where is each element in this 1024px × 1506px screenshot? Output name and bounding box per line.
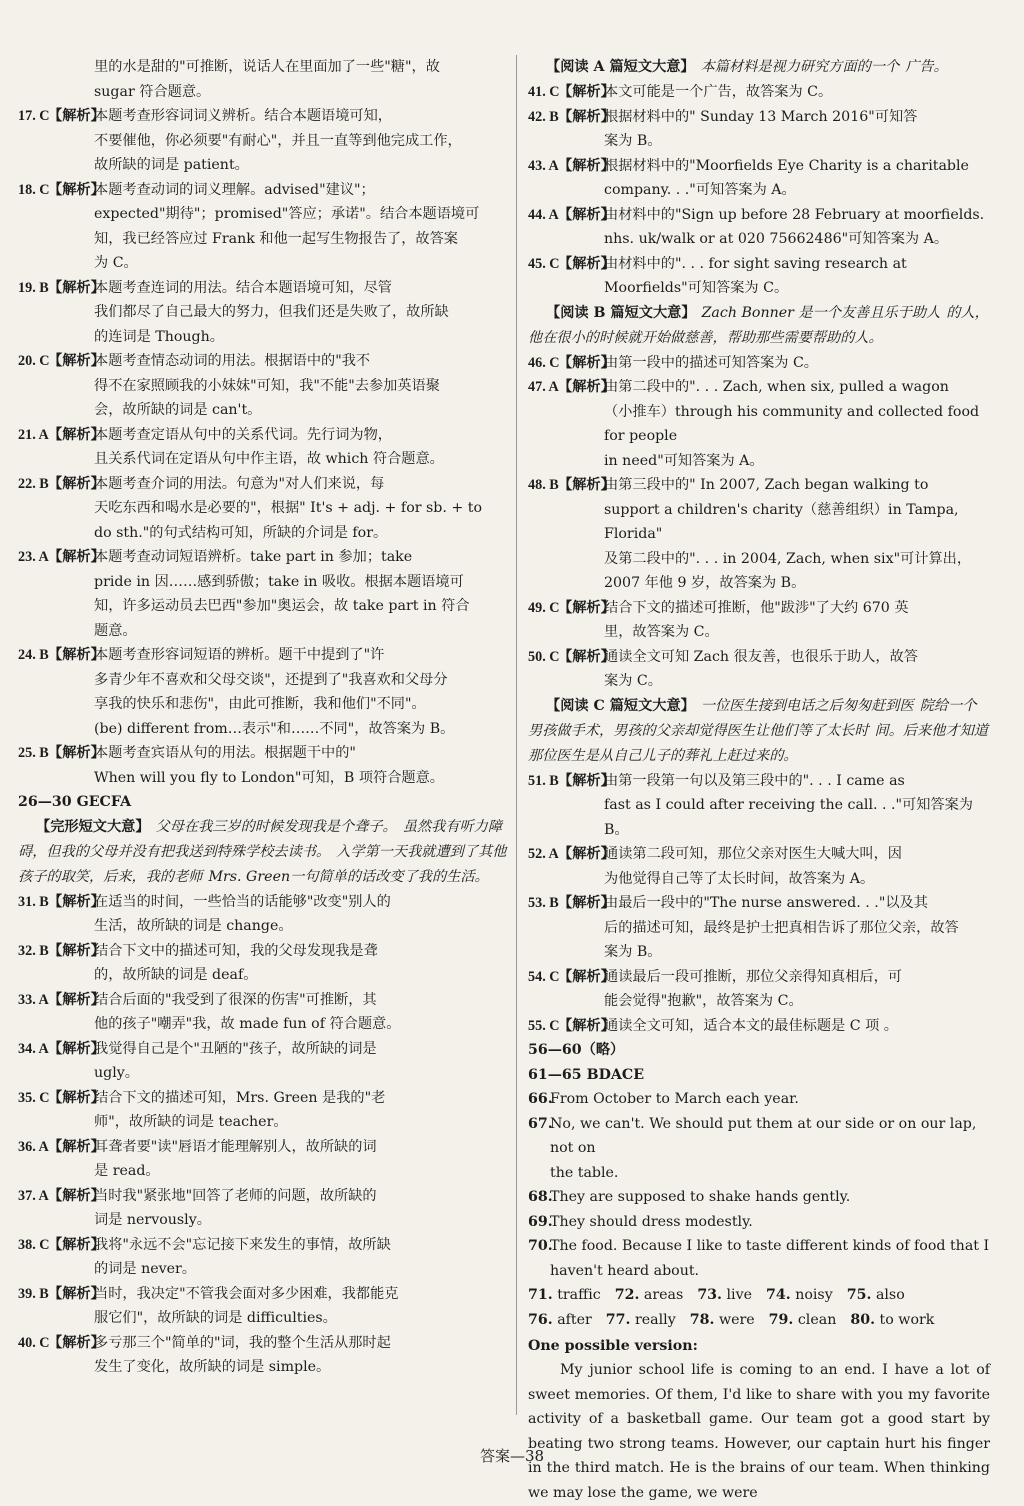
question-number: 71. xyxy=(528,1287,553,1303)
answer-line: 师"，故所缺的词是 teacher。 xyxy=(94,1114,288,1130)
answer-line: 结合下文中的描述可知，我的父母发现我是聋 32. B 【解析】 xyxy=(18,939,510,964)
summary-text: 一位医生接到电话之后匆匆赶到医 xyxy=(700,697,914,714)
short-answer-text: haven't heard about. xyxy=(550,1262,700,1279)
answer-item xyxy=(18,741,510,790)
question-number: 34. A xyxy=(18,1040,49,1057)
question-number: 77. xyxy=(605,1311,631,1328)
short-answer-text: the table. xyxy=(550,1164,619,1181)
question-number: 45. C xyxy=(528,255,560,272)
question-number: 44. A xyxy=(528,206,559,223)
cloze-summary xyxy=(18,815,510,890)
analysis-tag: 【解析】 xyxy=(48,942,105,959)
answer-item xyxy=(18,545,510,643)
answer-line: 由第三段中的" In 2007, Zach began walking to 48. B 【解析】 xyxy=(528,473,990,498)
question-number: 50. C xyxy=(528,648,560,665)
question-number: 37. A xyxy=(18,1187,49,1204)
analysis-tag: 【解析】 xyxy=(558,772,615,789)
answer-item xyxy=(528,252,990,301)
answer-line: 耳聋者要"读"唇语才能理解别人，故所缺的词 36. A 【解析】 xyxy=(18,1135,510,1160)
answer-item xyxy=(18,1135,510,1184)
analysis-tag: 【解析】 xyxy=(48,353,105,369)
summary-text: Zach Bonner 是一个友善且乐于助人 xyxy=(701,304,941,321)
question-number: 35. C xyxy=(18,1089,50,1106)
analysis-tag: 【解析】 xyxy=(558,599,615,616)
fill-answer-row xyxy=(528,1308,990,1333)
answer-item xyxy=(18,890,510,939)
analysis-tag: 【解析】 xyxy=(48,181,105,198)
answer-line: 通读全文可知 Zach 很友善，也很乐于助人，故答 50. C 【解析】 xyxy=(528,645,990,670)
answer-line: 本题考查形容词短语的辨析。题干中提到了"许 24. B 【解析】 xyxy=(18,643,510,668)
analysis-tag: 【解析】 xyxy=(48,893,105,910)
question-number: 76. xyxy=(528,1311,553,1328)
answer-line: support a children's charity（慈善组织）in Tampa, Florida" xyxy=(604,501,959,542)
summary-text: Mrs. Green一句简单的话改变了我的生活。 xyxy=(208,868,489,885)
analysis-tag: 【解析】 xyxy=(558,157,615,174)
analysis-tag: 【解析】 xyxy=(48,647,105,663)
fill-answer xyxy=(690,1312,755,1328)
answer-line: 生活，故所缺的词是 change。 xyxy=(94,918,293,934)
analysis-tag: 【解析】 xyxy=(48,108,105,124)
answer-line: 不要催他，你必须要"有耐心"，并且一直等到他完成工作， xyxy=(94,132,462,149)
analysis-tag: 【解析】 xyxy=(558,477,615,493)
question-number: 80. xyxy=(850,1311,876,1328)
analysis-tag: 【解析】 xyxy=(48,426,105,443)
answer-line: 的连词是 Though。 xyxy=(94,328,224,345)
answer-line: company. . ."可知答案为 A。 xyxy=(604,182,796,198)
short-answer-line xyxy=(528,1234,990,1259)
short-answer-line xyxy=(528,1185,990,1210)
analysis-tag: 【解析】 xyxy=(558,206,615,223)
answer-line: 由材料中的"Sign up before 28 February at moorfields. 44. A 【解析】 xyxy=(528,203,990,228)
answer-line: 本题考查动词短语辨析。take part in 参加；take 23. A 【解析】 xyxy=(18,545,510,570)
answer-item xyxy=(18,276,510,350)
answer-item xyxy=(18,1282,510,1331)
question-number: 72. xyxy=(614,1287,640,1303)
answer-line: 是 read。 xyxy=(94,1163,160,1179)
answer-line: 在适当的时间，一些恰当的话能够"改变"别人的 31. B 【解析】 xyxy=(18,890,510,915)
answer-line: 故所缺的词是 patient。 xyxy=(94,157,249,173)
question-number: 32. B xyxy=(18,942,49,959)
analysis-tag: 【解析】 xyxy=(558,648,615,665)
fill-answer xyxy=(769,1312,837,1328)
answer-line: 多亏那三个"简单的"词，我的整个生活从那时起 40. C 【解析】 xyxy=(18,1331,510,1356)
answer-item xyxy=(528,645,990,694)
question-number: 40. C xyxy=(18,1334,50,1351)
question-number: 46. C xyxy=(528,354,560,371)
question-number: 33. A xyxy=(18,991,49,1008)
analysis-tag: 【解析】 xyxy=(558,354,615,371)
question-number: 73. xyxy=(697,1287,722,1303)
fill-word: were xyxy=(718,1311,755,1328)
answer-item xyxy=(18,1037,510,1086)
fill-answer-row xyxy=(528,1283,990,1308)
answer-line: 由材料中的". . . for sight saving research at 45. C 【解析】 xyxy=(528,252,990,277)
answer-line: 案为 C。 xyxy=(604,673,662,689)
answer-item xyxy=(18,1086,510,1135)
question-number: 47. A xyxy=(528,379,559,395)
answer-item xyxy=(528,154,990,203)
answer-line: (be) different from…表示"和……不同"，故答案为 B。 xyxy=(94,720,455,737)
answer-line: 根据材料中的" Sunday 13 March 2016"可知答 42. B 【解析】 xyxy=(528,105,990,130)
answer-item xyxy=(528,596,990,645)
summary-label: 【阅读 A 篇短文大意】 xyxy=(546,59,695,75)
analysis-tag: 【解析】 xyxy=(558,84,615,100)
summary-text: 虽然我有听力障碍，但我的父母并没有把我送到特殊学校去读书。 xyxy=(18,818,503,860)
answer-item xyxy=(528,203,990,252)
answer-line: 案为 B。 xyxy=(604,133,662,149)
answer-item xyxy=(18,423,510,472)
answer-line: 案为 B。 xyxy=(604,944,662,960)
question-number: 68. xyxy=(528,1189,553,1205)
answer-line: 本题考查动词的词义理解。advised"建议"； 18. C 【解析】 xyxy=(18,178,510,203)
answer-line: 的词是 never。 xyxy=(94,1261,196,1277)
answer-line: 服它们"，故所缺的词是 difficulties。 xyxy=(94,1310,337,1326)
answer-line: 享我的快乐和悲伤"，由此可推断，我和他们"不同"。 xyxy=(94,696,426,712)
answer-item xyxy=(528,105,990,154)
answer-line: 由第二段中的". . . Zach, when six, pulled a wagon 47. A 【解析】 xyxy=(528,375,990,400)
fill-answer xyxy=(766,1287,833,1303)
answer-line: 多青少年不喜欢和父母交谈"，还提到了"我喜欢和父母分 xyxy=(94,671,448,688)
answer-item xyxy=(528,351,990,376)
answer-line: 且关系代词在定语从句中作主语，故 which 符合题意。 xyxy=(94,451,444,467)
answer-line: 我将"永远不会"忘记接下来发生的事情，故所缺 38. C 【解析】 xyxy=(18,1233,510,1258)
answer-line: 及第二段中的". . . in 2004, Zach, when six"可计算出， xyxy=(604,550,972,567)
question-number: 54. C xyxy=(528,968,560,985)
question-number: 51. B xyxy=(528,772,559,789)
summary-text: 父母在我三岁的时候发现我是个聋子。 xyxy=(155,818,397,835)
summary-text: 广告。 xyxy=(905,59,948,75)
answer-line: 结合下文的描述可知，Mrs. Green 是我的"老 35. C 【解析】 xyxy=(18,1086,510,1111)
answer-line: 本题考查定语从句中的关系代词。先行词为物， 21. A 【解析】 xyxy=(18,423,510,448)
answer-line: When will you fly to London"可知，B 项符合题意。 xyxy=(94,769,444,786)
fill-answer xyxy=(528,1312,592,1328)
reading-a-summary xyxy=(528,55,990,80)
cloze-answer-range: 26—30 GECFA xyxy=(18,794,132,810)
answer-line: 本题考查情态动词的用法。根据语中的"我不 20. C 【解析】 xyxy=(18,349,510,374)
fill-word: live xyxy=(726,1287,753,1303)
answer-line: expected"期待"；promised"答应；承诺"。结合本题语境可 xyxy=(94,206,480,222)
answer-line: in need"可知答案为 A。 xyxy=(604,452,764,469)
answer-line: 根据材料中的"Moorfields Eye Charity is a charitable 43. A 【解析】 xyxy=(528,154,990,179)
answer-range-56-60: 56—60（略） xyxy=(528,1042,625,1058)
answer-line: fast as I could after receiving the call. . ."可知答案为 B。 xyxy=(604,797,973,838)
short-answer-text: No, we can't. We should put them at our side or on our lap, not on xyxy=(550,1115,977,1156)
fill-word: also xyxy=(875,1287,905,1303)
question-number: 21. A xyxy=(18,426,49,443)
question-number: 53. B xyxy=(528,895,559,911)
answer-item xyxy=(528,1014,990,1039)
answer-line: 本题考查宾语从句的用法。根据题干中的" 25. B 【解析】 xyxy=(18,741,510,766)
short-answer-line xyxy=(528,1112,990,1161)
answer-item xyxy=(18,988,510,1037)
analysis-tag: 【解析】 xyxy=(48,475,105,492)
answer-line: 本题考查介词的用法。句意为"对人们来说，每 22. B 【解析】 xyxy=(18,472,510,497)
fill-answer xyxy=(528,1287,601,1303)
fill-answer xyxy=(615,1287,684,1303)
answer-line: do sth."的句式结构可知，所缺的介词是 for。 xyxy=(94,524,388,541)
analysis-tag: 【解析】 xyxy=(558,968,615,985)
fill-word: really xyxy=(635,1311,676,1328)
answer-line: 由第一段第一句以及第三段中的". . . I came as 51. B 【解析】 xyxy=(528,769,990,794)
answer-item xyxy=(18,1233,510,1282)
question-number: 67. xyxy=(528,1115,553,1132)
question-number: 66. xyxy=(528,1091,553,1107)
answer-line: 我觉得自己是个"丑陋的"孩子，故所缺的词是 34. A 【解析】 xyxy=(18,1037,510,1062)
answer-line: 会，故所缺的词是 can't。 xyxy=(94,402,262,418)
answer-item xyxy=(528,965,990,1014)
answer-line: 当时，我决定"不管我会面对多少困难，我都能克 39. B 【解析】 xyxy=(18,1282,510,1307)
question-number: 79. xyxy=(768,1311,794,1328)
right-column xyxy=(528,55,990,1506)
analysis-tag: 【解析】 xyxy=(48,279,105,296)
analysis-tag: 【解析】 xyxy=(48,1334,105,1351)
short-answer-text: From October to March each year. xyxy=(550,1091,799,1107)
question-number: 20. C xyxy=(18,353,50,369)
analysis-tag: 【解析】 xyxy=(558,846,615,862)
answer-line: 由第一段中的描述可知答案为 C。 46. C 【解析】 xyxy=(528,351,990,376)
short-answer-line xyxy=(528,1087,990,1112)
answer-item xyxy=(18,1184,510,1233)
answer-line: 为他觉得自己等了太长时间，故答案为 A。 xyxy=(604,870,875,887)
analysis-tag: 【解析】 xyxy=(48,1187,105,1204)
answer-line: 本题考查形容词词义辨析。结合本题语境可知， 17. C 【解析】 xyxy=(18,104,510,129)
question-number: 75. xyxy=(846,1287,872,1303)
short-answer-line xyxy=(528,1259,990,1284)
fill-answer xyxy=(847,1287,905,1303)
summary-text: 本篇材料是视力研究方面的一个 xyxy=(700,59,900,75)
answer-item xyxy=(528,473,990,596)
answer-item xyxy=(18,349,510,423)
answer-line: 他的孩子"嘲弄"我，故 made fun of 符合题意。 xyxy=(94,1016,401,1032)
reading-b-summary xyxy=(528,301,990,351)
fill-answer xyxy=(606,1312,676,1328)
answer-line: 我们都尽了自己最大的努力，但我们还是失败了，故所缺 xyxy=(94,304,449,320)
answer-line: 当时我"紧张地"回答了老师的问题，故所缺的 37. A 【解析】 xyxy=(18,1184,510,1209)
summary-label: 【完形短文大意】 xyxy=(36,818,150,835)
answer-line: 知，我已经答应过 Frank 和他一起写生物报告了，故答案 xyxy=(94,230,458,247)
answer-line: 的，故所缺的词是 deaf。 xyxy=(94,967,258,983)
answer-line: 得不在家照顾我的小妹妹"可知，我"不能"去参加英语聚 xyxy=(94,377,440,394)
answer-line: 结合下文的描述可推断，他"跋涉"了大约 670 英 49. C 【解析】 xyxy=(528,596,990,621)
question-number: 48. B xyxy=(528,477,559,493)
analysis-tag: 【解析】 xyxy=(48,1089,105,1106)
question-number: 42. B xyxy=(528,108,559,125)
question-number: 36. A xyxy=(18,1138,49,1155)
carryover-line: 里的水是甜的"可推断，说话人在里面加了一些"糖"，故 xyxy=(94,59,440,75)
version-label: One possible version: xyxy=(528,1338,698,1354)
answer-line: 通读全文可知，适合本文的最佳标题是 C 项 。 55. C 【解析】 xyxy=(528,1014,990,1039)
answer-line: 题意。 xyxy=(94,622,137,639)
answer-line: 由最后一段中的"The nurse answered. . ."以及其 53. B 【解析】 xyxy=(528,891,990,916)
summary-text: 院给一个男孩做手术，男孩的父亲却觉得医生让他们等了太长时 xyxy=(528,697,977,739)
fill-word: noisy xyxy=(795,1287,833,1303)
analysis-tag: 【解析】 xyxy=(558,379,615,395)
answer-line: 通读第二段可知，那位父亲对医生大喊大叫，因 52. A 【解析】 xyxy=(528,842,990,867)
answer-item xyxy=(528,842,990,891)
answer-line: 里，故答案为 C。 xyxy=(604,624,719,640)
answer-line: 发生了变化，故所缺的词是 simple。 xyxy=(94,1359,331,1375)
fill-word: traffic xyxy=(557,1287,601,1303)
fill-word: clean xyxy=(797,1311,837,1328)
analysis-tag: 【解析】 xyxy=(558,255,615,272)
answer-range-61-65: 61—65 BDACE xyxy=(528,1066,645,1083)
fill-answer xyxy=(850,1312,934,1328)
left-column xyxy=(18,55,510,1380)
analysis-tag: 【解析】 xyxy=(558,895,615,911)
answer-item xyxy=(528,80,990,105)
answer-item xyxy=(528,375,990,473)
answer-item xyxy=(18,104,510,178)
answer-item xyxy=(18,472,510,546)
question-number: 25. B xyxy=(18,745,49,761)
answer-line: 2007 年他 9 岁，故答案为 B。 xyxy=(604,575,806,591)
short-answer-text: The food. Because I like to taste different kinds of food that I xyxy=(550,1238,990,1254)
answer-line: ugly。 xyxy=(94,1065,139,1081)
question-number: 41. C xyxy=(528,84,560,100)
fill-word: after xyxy=(557,1311,592,1328)
answer-line: 词是 nervously。 xyxy=(94,1212,211,1228)
analysis-tag: 【解析】 xyxy=(48,1138,105,1155)
question-number: 43. A xyxy=(528,157,559,174)
answer-item xyxy=(18,178,510,276)
fill-answer xyxy=(697,1287,752,1303)
answer-line: 天吃东西和喝水是必要的"，根据" It's + adj. + for sb. + to xyxy=(94,500,483,516)
question-number: 17. C xyxy=(18,108,50,124)
answer-line: 知，许多运动员去巴西"参加"奥运会，故 take part in 符合 xyxy=(94,598,470,614)
question-number: 69. xyxy=(528,1213,553,1230)
question-number: 52. A xyxy=(528,846,559,862)
answer-line: pride in 因……感到骄傲；take in 吸收。根据本题语境可 xyxy=(94,573,464,590)
answer-line: 本题考查连词的用法。结合本题语境可知，尽管 19. B 【解析】 xyxy=(18,276,510,301)
answer-item xyxy=(18,643,510,741)
short-answer-line xyxy=(528,1161,990,1186)
question-number: 39. B xyxy=(18,1285,49,1302)
answer-line: 能会觉得"抱歉"，故答案为 C。 xyxy=(604,993,803,1009)
answer-item xyxy=(18,1331,510,1380)
answer-line: Moorfields"可知答案为 C。 xyxy=(604,280,789,296)
question-number: 78. xyxy=(689,1311,715,1328)
answer-line: nhs. uk/walk or at 020 75662486"可知答案为 A。 xyxy=(604,231,949,247)
summary-text: 的人，他在很小的时候就开始做慈善，帮助那些需要帮助的人。 xyxy=(528,304,989,346)
analysis-tag: 【解析】 xyxy=(48,991,105,1008)
analysis-tag: 【解析】 xyxy=(48,745,105,761)
question-number: 18. C xyxy=(18,181,50,198)
analysis-tag: 【解析】 xyxy=(558,108,615,125)
question-number: 55. C xyxy=(528,1017,560,1034)
answer-item xyxy=(18,939,510,988)
summary-text: 入学第一天我就遭到了其他孩子的取笑，后来，我的老师 xyxy=(18,843,507,885)
summary-text: 间。后来他才知道那位医生是从自己儿子的葬礼上赶过来的。 xyxy=(528,722,989,764)
analysis-tag: 【解析】 xyxy=(48,1236,105,1253)
question-number: 24. B xyxy=(18,647,49,663)
answer-item xyxy=(528,891,990,965)
question-number: 70. xyxy=(528,1238,553,1254)
sample-essay: My junior school life is coming to an end. I have a lot of sweet memories. Of them, I'd like to share with you my favorite activity of a basketball game. Our team got a good start by beating two strong teams. However, our captain hurt his finger in the third match. He is the brains of our team. When thinking we may lose the game, we were xyxy=(528,1362,990,1501)
summary-label: 【阅读 C 篇短文大意】 xyxy=(546,697,695,714)
short-answer-text: They should dress modestly. xyxy=(550,1213,753,1230)
question-number: 74. xyxy=(766,1287,791,1303)
answer-item xyxy=(528,769,990,843)
answer-line: 为 C。 xyxy=(94,255,138,271)
column-divider xyxy=(516,55,517,1415)
analysis-tag: 【解析】 xyxy=(48,549,105,565)
analysis-tag: 【解析】 xyxy=(558,1017,615,1034)
question-number: 19. B xyxy=(18,279,49,296)
question-number: 31. B xyxy=(18,893,49,910)
answer-line: 结合后面的"我受到了很深的伤害"可推断，其 33. A 【解析】 xyxy=(18,988,510,1013)
answer-line: 后的描述可知，最终是护士把真相告诉了那位父亲，故答 xyxy=(604,919,959,936)
answer-line: 通读最后一段可推断，那位父亲得知真相后，可 54. C 【解析】 xyxy=(528,965,990,990)
answer-line: 本文可能是一个广告，故答案为 C。 41. C 【解析】 xyxy=(528,80,990,105)
carryover-line: sugar 符合题意。 xyxy=(94,83,211,100)
question-number: 23. A xyxy=(18,549,49,565)
summary-label: 【阅读 B 篇短文大意】 xyxy=(546,304,696,321)
fill-word: areas xyxy=(643,1287,684,1303)
fill-word: to work xyxy=(879,1311,935,1328)
question-number: 49. C xyxy=(528,599,560,616)
question-number: 38. C xyxy=(18,1236,50,1253)
reading-c-summary xyxy=(528,694,990,769)
answer-line: （小推车）through his community and collected food for people xyxy=(604,403,980,444)
page-footer: 答案—38 xyxy=(479,1447,545,1465)
short-answer-text: They are supposed to shake hands gently. xyxy=(550,1189,851,1205)
analysis-tag: 【解析】 xyxy=(48,1040,105,1057)
analysis-tag: 【解析】 xyxy=(48,1285,105,1302)
short-answer-line xyxy=(528,1210,990,1235)
question-number: 22. B xyxy=(18,475,49,492)
